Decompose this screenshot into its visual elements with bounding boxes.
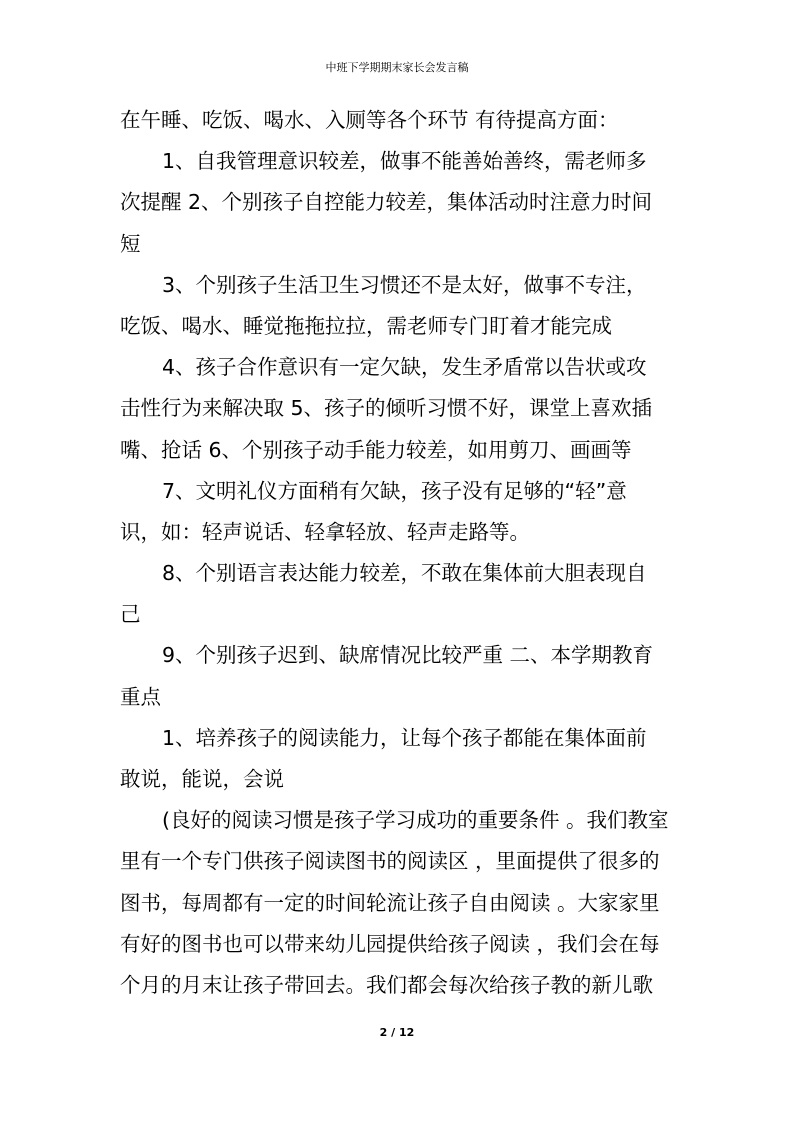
- text-line: 里有一个专门供孩子阅读图书的阅读区 ，里面提供了很多的: [120, 849, 660, 874]
- text-line: 图书，每周都有一定的时间轮流让孩子自由阅读 。大家家里: [120, 890, 660, 915]
- text-line: (良好的阅读习惯是孩子学习成功的重要条件 。我们教室: [162, 808, 669, 833]
- text-line: 在午睡、吃饭、喝水、入厕等各个环节 有待提高方面：: [120, 108, 619, 132]
- text-line: 己: [120, 602, 141, 627]
- text-line: 嘴、抢话 6、个别孩子动手能力较差，如用剪刀、画画等: [120, 437, 632, 462]
- text-line: 击性行为来解决取 5、孩子的倾听习惯不好，课堂上喜欢插: [120, 396, 653, 421]
- text-line: 识，如：轻声说话、轻拿轻放、轻声走路等。: [120, 519, 530, 544]
- text-line: 4、孩子合作意识有一定欠缺，发生矛盾常以告状或攻: [162, 355, 647, 380]
- text-line: 短: [120, 231, 141, 256]
- text-line: 重点: [120, 684, 161, 709]
- text-line: 有好的图书也可以带来幼儿园提供给孩子阅读 ，我们会在每: [120, 931, 660, 956]
- text-line: 吃饭、喝水、睡觉拖拖拉拉，需老师专门盯着才能完成: [120, 313, 612, 338]
- text-line: 1、自我管理意识较差，做事不能善始善终，需老师多: [162, 149, 647, 174]
- page-header: 中班下学期期末家长会发言稿: [325, 61, 469, 74]
- document-body: [120, 100, 680, 1006]
- text-line: 9、个别孩子迟到、缺席情况比较严重 二、本学期教育: [162, 643, 654, 668]
- text-line: 次提醒 2、个别孩子自控能力较差，集体活动时注意力时间: [120, 190, 653, 215]
- text-line: 8、个别语言表达能力较差，不敢在集体前大胆表现自: [162, 561, 647, 586]
- text-line: 1、培养孩子的阅读能力，让每个孩子都能在集体面前: [162, 725, 647, 750]
- page-number: 2 / 12: [379, 1026, 415, 1039]
- text-line: 个月的月末让孩子带回去。我们都会每次给孩子教的新儿歌: [120, 972, 653, 997]
- text-line: 敢说，能说，会说: [120, 767, 284, 791]
- text-line: 3、个别孩子生活卫生习惯还不是太好，做事不专注，: [162, 272, 647, 297]
- text-line: 7、文明礼仪方面稍有欠缺，孩子没有足够的“轻”意: [162, 478, 627, 503]
